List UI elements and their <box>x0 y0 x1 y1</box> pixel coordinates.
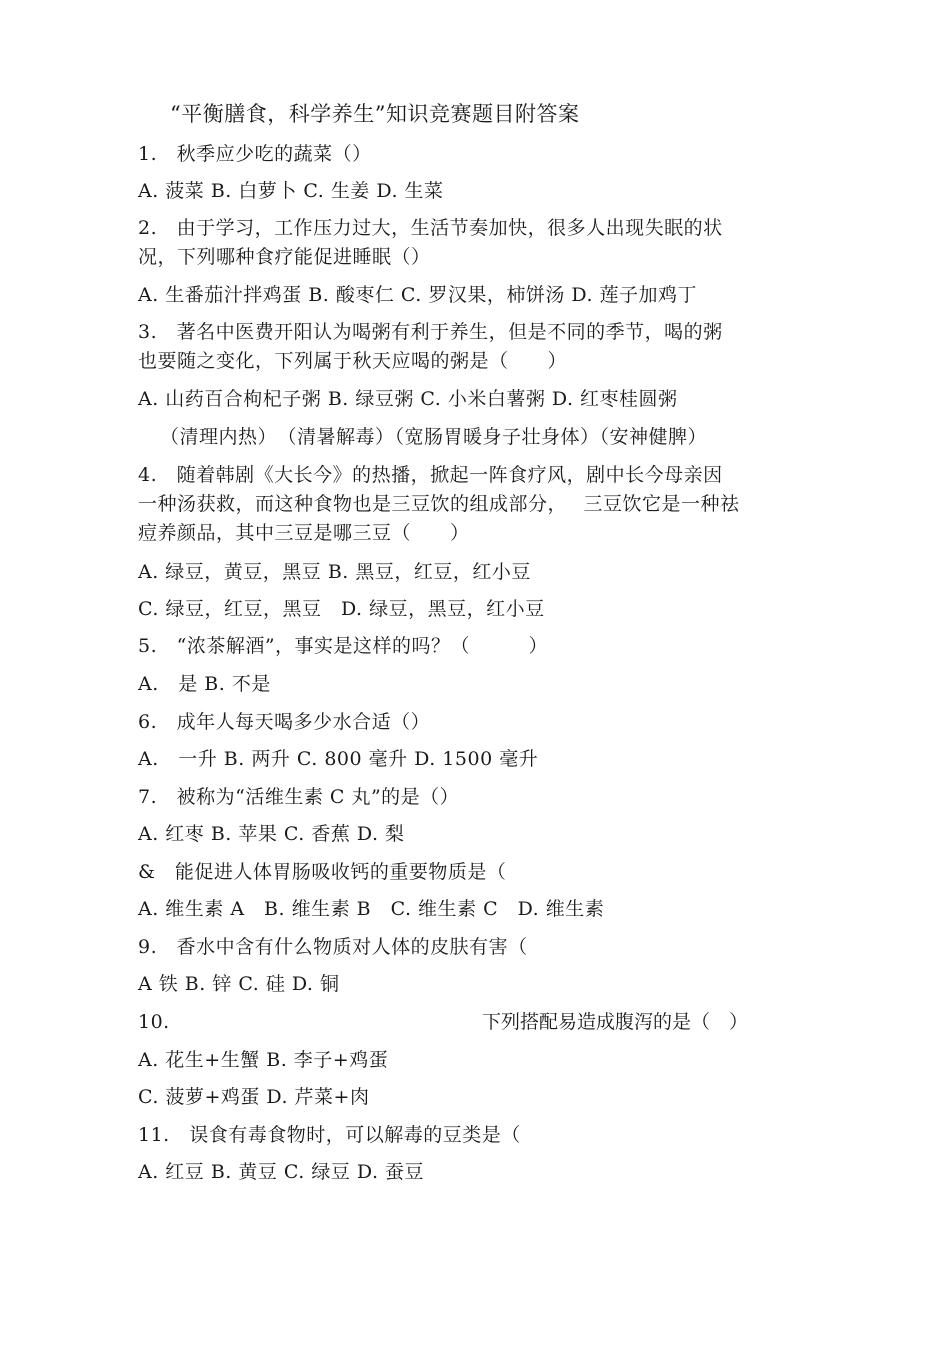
question-4-options-ab: A. 绿豆，黄豆，黑豆 B. 黑豆，红豆，红小豆 <box>138 561 531 583</box>
question-10-number: 10. <box>138 1011 170 1033</box>
question-8-options: A. 维生素 A B. 维生素 B C. 维生素 C D. 维生素 <box>138 898 605 920</box>
question-4-line-2: 一种汤获救，而这种食物也是三豆饮的组成部分， 三豆饮它是一种祛 <box>138 493 740 515</box>
question-11-options: A. 红豆 B. 黄豆 C. 绿豆 D. 蚕豆 <box>138 1161 425 1183</box>
question-9-options: A 铁 B. 锌 C. 硅 D. 铜 <box>138 973 340 995</box>
question-10-options-ab: A. 花生+生蟹 B. 李子+鸡蛋 <box>138 1049 389 1071</box>
question-6: 6. 成年人每天喝多少水合适（） <box>138 711 431 733</box>
question-5-options: A. 是 B. 不是 <box>138 673 271 695</box>
question-3-line-1: 3. 著名中医费开阳认为喝粥有利于养生，但是不同的季节，喝的粥 <box>138 321 723 343</box>
question-2-line-2: 况，下列哪种食疗能促进睡眠（） <box>138 246 431 268</box>
question-7: 7. 被称为“活维生素 C 丸”的是（） <box>138 786 460 808</box>
question-7-options: A. 红枣 B. 苹果 C. 香蕉 D. 梨 <box>138 823 405 845</box>
question-10-options-cd: C. 菠萝+鸡蛋 D. 芹菜+肉 <box>138 1086 370 1108</box>
document-title: “平衡膳食，科学养生”知识竞赛题目附答案 <box>170 102 580 126</box>
question-2-options: A. 生番茄汁拌鸡蛋 B. 酸枣仁 C. 罗汉果，柿饼汤 D. 莲子加鸡丁 <box>138 284 698 306</box>
question-5: 5. “浓茶解酒”，事实是这样的吗？（ ） <box>138 635 549 657</box>
question-1: 1. 秋季应少吃的蔬菜（） <box>138 143 372 165</box>
question-9: 9. 香水中含有什么物质对人体的皮肤有害（ <box>138 936 528 958</box>
question-2-line-1: 2. 由于学习，工作压力过大，生活节奏加快，很多人出现失眠的状 <box>138 217 723 239</box>
question-3-notes: （清理内热） （清暑解毒）（宽肠胃暖身子壮身体）（安神健脾） <box>160 426 708 448</box>
question-10-text: 下列搭配易造成腹泻的是（ ） <box>482 1011 749 1033</box>
question-4-line-3: 痘养颜品，其中三豆是哪三豆（ ） <box>138 522 470 544</box>
question-4-line-1: 4. 随着韩剧《大长今》的热播，掀起一阵食疗风，剧中长今母亲因 <box>138 464 723 486</box>
question-11: 11. 误食有毒食物时，可以解毒的豆类是（ <box>138 1124 521 1146</box>
question-3-options: A. 山药百合枸杞子粥 B. 绿豆粥 C. 小米白薯粥 D. 红枣桂圆粥 <box>138 388 678 410</box>
question-1-options: A. 菠菜 B. 白萝卜 C. 生姜 D. 生菜 <box>138 180 444 202</box>
question-6-options: A. 一升 B. 两升 C. 800 毫升 D. 1500 毫升 <box>138 748 539 770</box>
question-8: & 能促进人体胃肠吸收钙的重要物质是（ <box>138 861 507 883</box>
question-3-line-2: 也要随之变化，下列属于秋天应喝的粥是（ ） <box>138 350 568 372</box>
question-4-options-cd: C. 绿豆，红豆，黑豆 D. 绿豆，黑豆，红小豆 <box>138 598 545 620</box>
